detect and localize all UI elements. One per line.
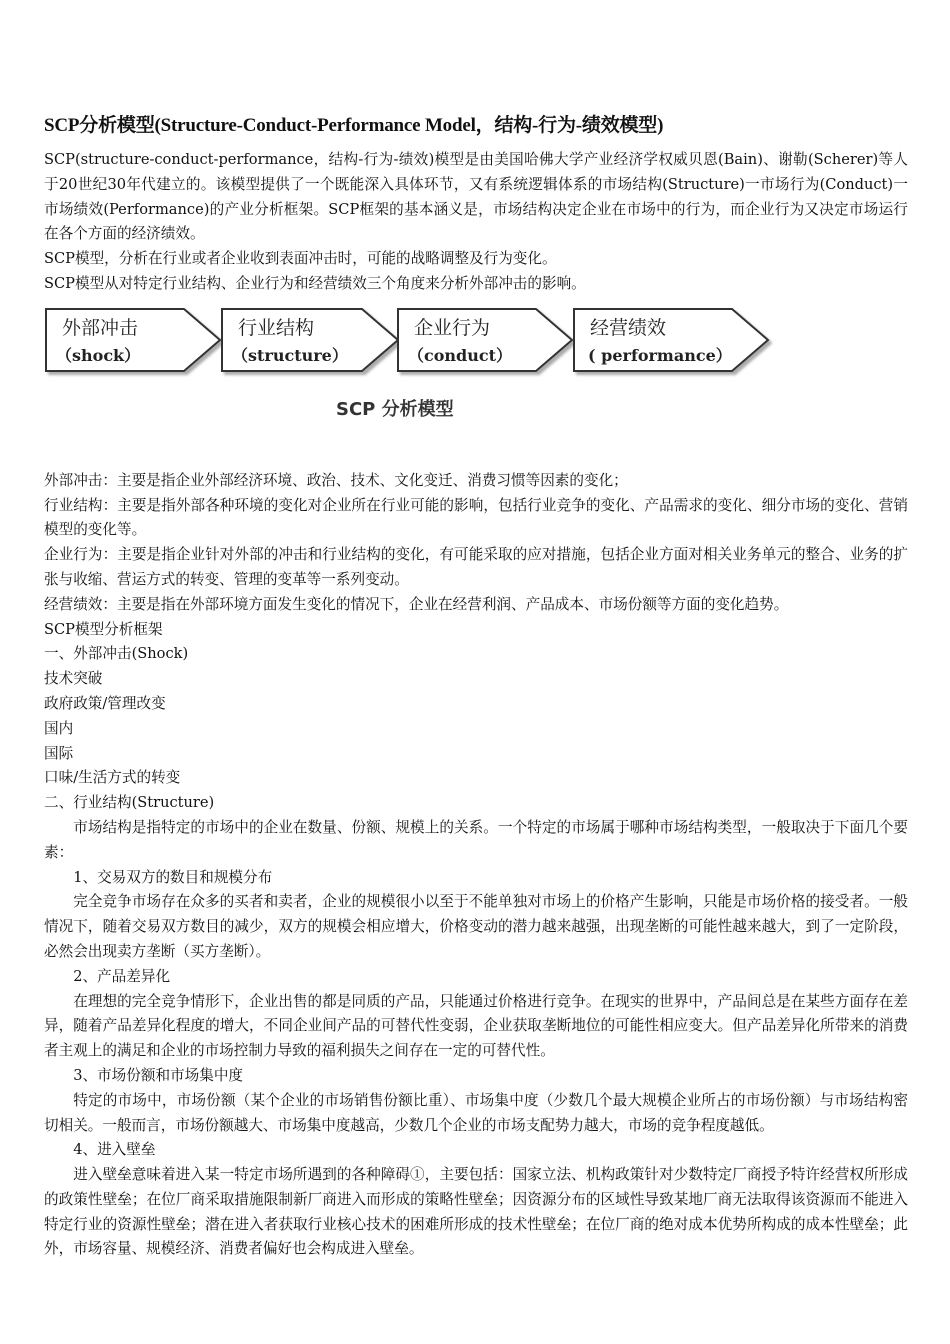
definition-performance: 经营绩效：主要是指在外部环境方面发生变化的情况下，企业在经营利润、产品成本、市场份额等方面的变化趋势。	[44, 595, 789, 613]
diagram-caption: SCP 分析模型	[336, 398, 454, 420]
section2-heading: 二、行业结构(Structure)	[44, 794, 215, 812]
structure-title: 行业结构	[238, 316, 315, 339]
section1-item: 国内	[44, 719, 74, 737]
factor-text-4: 进入壁垒意味着进入某一特定市场所遇到的各种障碍①，主要包括：国家立法、机构政策针对少数特定厂商授予特许经营权所形成的政策性壁垒；在位厂商采取措施限制新厂商进入而形成的策略性壁垒；因资源分布的区域性导致某地厂商无法取得该资源而不能进入特定行业的资源性壁垒；潜在进入者获取行业核心技术的困难所形成的技术性壁垒；在位厂商的绝对成本优势所构成的成本性壁垒；此外，市场容量、规模经济、消费者偏好也会构成进入壁垒。	[44, 1166, 908, 1258]
factor-text-1: 完全竞争市场存在众多的买者和卖者，企业的规模很小以至于不能单独对市场上的价格产生影响，只能是市场价格的接受者。一般情况下，随着交易双方数目的减少，双方的规模会相应增大，价格变动的潜力越来越强，出现垄断的可能性越来越大，到了一定阶段，必然会出现卖方垄断（买方垄断）。	[44, 893, 908, 960]
factor-heading-4: 4、进入壁垒	[73, 1141, 156, 1159]
document-content	[44, 112, 908, 1262]
framework-title: SCP模型分析框架	[44, 620, 163, 638]
section1-item: 技术突破	[44, 670, 103, 688]
intro-paragraph-1: SCP(structure-conduct-performance，结构-行为-绩效)模型是由美国哈佛大学产业经济学权威贝恩(Bain)、谢勒(Scherer)等人于20世纪30年代建立的。该模型提供了一个既能深入具体环节，又有系统逻辑体系的市场结构(Structure)一市场行为(Conduct)一市场绩效(Performance)的产业分析框架。SCP框架的基本涵义是，市场结构决定企业在市场中的行为，而企业行为又决定市场运行在各个方面的经济绩效。	[44, 151, 908, 243]
factor-heading-1: 1、交易双方的数目和规模分布	[73, 868, 273, 886]
shock-title: 外部冲击	[62, 316, 139, 339]
performance-title: 经营绩效	[590, 316, 667, 339]
definition-conduct: 企业行为：主要是指企业针对外部的冲击和行业结构的变化，有可能采取的应对措施，包括企业方面对相关业务单元的整合、业务的扩张与收缩、营运方式的转变、管理的变革等一系列变动。	[44, 546, 908, 588]
factor-heading-2: 2、产品差异化	[73, 967, 171, 985]
section1-item: 国际	[44, 744, 74, 762]
conduct-title: 企业行为	[414, 316, 491, 339]
factor-text-2: 在理想的完全竞争情形下，企业出售的都是同质的产品，只能通过价格进行竞争。在现实的世界中，产品间总是在某些方面存在差异，随着产品差异化程度的增大，不同企业间产品的可替代性变弱，企业获取垄断地位的可能性相应变大。但产品差异化所带来的消费者主观上的满足和企业的市场控制力导致的福利损失之间存在一定的可替代性。	[44, 992, 908, 1060]
shock-sub: （shock）	[56, 345, 141, 365]
definition-shock: 外部冲击：主要是指企业外部经济环境、政治、技术、文化变迁、消费习惯等因素的变化；	[44, 471, 628, 489]
definition-structure: 行业结构：主要是指外部各种环境的变化对企业所在行业可能的影响，包括行业竞争的变化、产品需求的变化、细分市场的变化、营销模型的变化等。	[44, 496, 908, 539]
conduct-sub: （conduct）	[408, 345, 513, 365]
section1-heading: 一、外部冲击(Shock)	[44, 645, 189, 663]
structure-sub: （structure）	[232, 345, 348, 365]
performance-sub: ( performance）	[588, 345, 732, 365]
factor-heading-3: 3、市场份额和市场集中度	[73, 1066, 244, 1084]
section1-item: 政府政策/管理改变	[44, 694, 166, 712]
page-title: SCP分析模型(Structure-Conduct-Performance Model，结构-行为-绩效模型)	[44, 115, 664, 136]
section1-item: 口味/生活方式的转变	[44, 769, 181, 787]
intro-paragraph-2: SCP模型，分析在行业或者企业收到表面冲击时，可能的战略调整及行为变化。	[44, 250, 557, 268]
factor-text-3: 特定的市场中，市场份额（某个企业的市场销售份额比重）、市场集中度（少数几个最大规模企业所占的市场份额）与市场结构密切相关。一般而言，市场份额越大、市场集中度越高，少数几个企业的市场支配势力越大，市场的竞争程度越低。	[44, 1091, 908, 1134]
scp-flow-diagram	[44, 299, 908, 447]
section2-intro: 市场结构是指特定的市场中的企业在数量、份额、规模上的关系。一个特定的市场属于哪种市场结构类型，一般取决于下面几个要素：	[44, 818, 908, 861]
intro-paragraph-3: SCP模型从对特定行业结构、企业行为和经营绩效三个角度来分析外部冲击的影响。	[44, 274, 586, 292]
